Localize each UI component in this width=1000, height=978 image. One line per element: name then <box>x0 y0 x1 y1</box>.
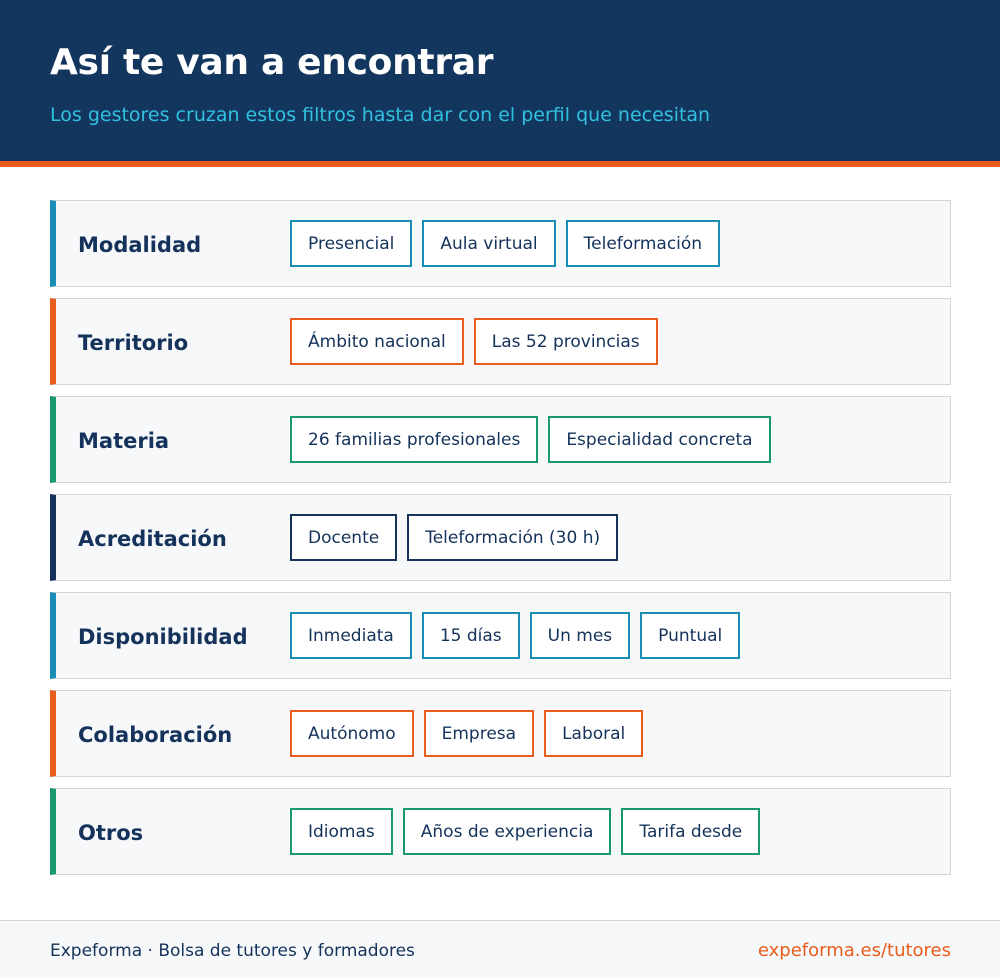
filter-option-chip[interactable]: Un mes <box>530 612 631 659</box>
filter-option-chip[interactable]: 15 días <box>422 612 520 659</box>
filter-options <box>290 416 771 463</box>
filter-option-chip[interactable]: Idiomas <box>290 808 393 855</box>
page-title: Así te van a encontrar <box>50 42 494 83</box>
filter-options <box>290 710 643 757</box>
filter-row-disponibilidad <box>50 592 951 679</box>
filter-option-chip[interactable]: Docente <box>290 514 397 561</box>
filter-label: Territorio <box>78 331 189 355</box>
filter-option-chip[interactable]: Las 52 provincias <box>474 318 658 365</box>
filter-option-chip[interactable]: Laboral <box>544 710 643 757</box>
filter-row-acreditacion <box>50 494 951 581</box>
filter-option-chip[interactable]: 26 familias profesionales <box>290 416 538 463</box>
filter-option-chip[interactable]: Ámbito nacional <box>290 318 464 365</box>
filter-row-materia <box>50 396 951 483</box>
filter-option-chip[interactable]: Tarifa desde <box>621 808 760 855</box>
header-accent-bar <box>0 161 1000 167</box>
filter-row-otros <box>50 788 951 875</box>
filter-label: Modalidad <box>78 233 202 257</box>
filter-label: Disponibilidad <box>78 625 248 649</box>
filter-option-chip[interactable]: Presencial <box>290 220 412 267</box>
filter-option-chip[interactable]: Teleformación (30 h) <box>407 514 618 561</box>
footer-brand: Expeforma · Bolsa de tutores y formadores <box>50 941 415 961</box>
filter-label: Otros <box>78 821 144 845</box>
footer <box>0 920 1000 978</box>
filter-row-territorio <box>50 298 951 385</box>
filter-option-chip[interactable]: Puntual <box>640 612 740 659</box>
filter-options <box>290 808 760 855</box>
filter-row-modalidad <box>50 200 951 287</box>
filter-options <box>290 612 740 659</box>
page-subtitle: Los gestores cruzan estos filtros hasta dar con el perfil que necesitan <box>50 104 711 126</box>
filter-label: Materia <box>78 429 170 453</box>
filter-option-chip[interactable]: Años de experiencia <box>403 808 612 855</box>
footer-link[interactable]: expeforma.es/tutores <box>757 940 951 961</box>
filter-option-chip[interactable]: Autónomo <box>290 710 414 757</box>
filter-row-colaboracion <box>50 690 951 777</box>
filter-option-chip[interactable]: Teleformación <box>566 220 720 267</box>
header-banner <box>0 0 1000 161</box>
filter-option-chip[interactable]: Especialidad concreta <box>548 416 770 463</box>
filter-options <box>290 514 618 561</box>
filter-options <box>290 220 720 267</box>
filter-list <box>50 200 951 886</box>
filter-options <box>290 318 658 365</box>
filter-label: Acreditación <box>78 527 227 551</box>
filter-option-chip[interactable]: Aula virtual <box>422 220 555 267</box>
filter-option-chip[interactable]: Inmediata <box>290 612 412 659</box>
filter-label: Colaboración <box>78 723 233 747</box>
filter-option-chip[interactable]: Empresa <box>424 710 534 757</box>
